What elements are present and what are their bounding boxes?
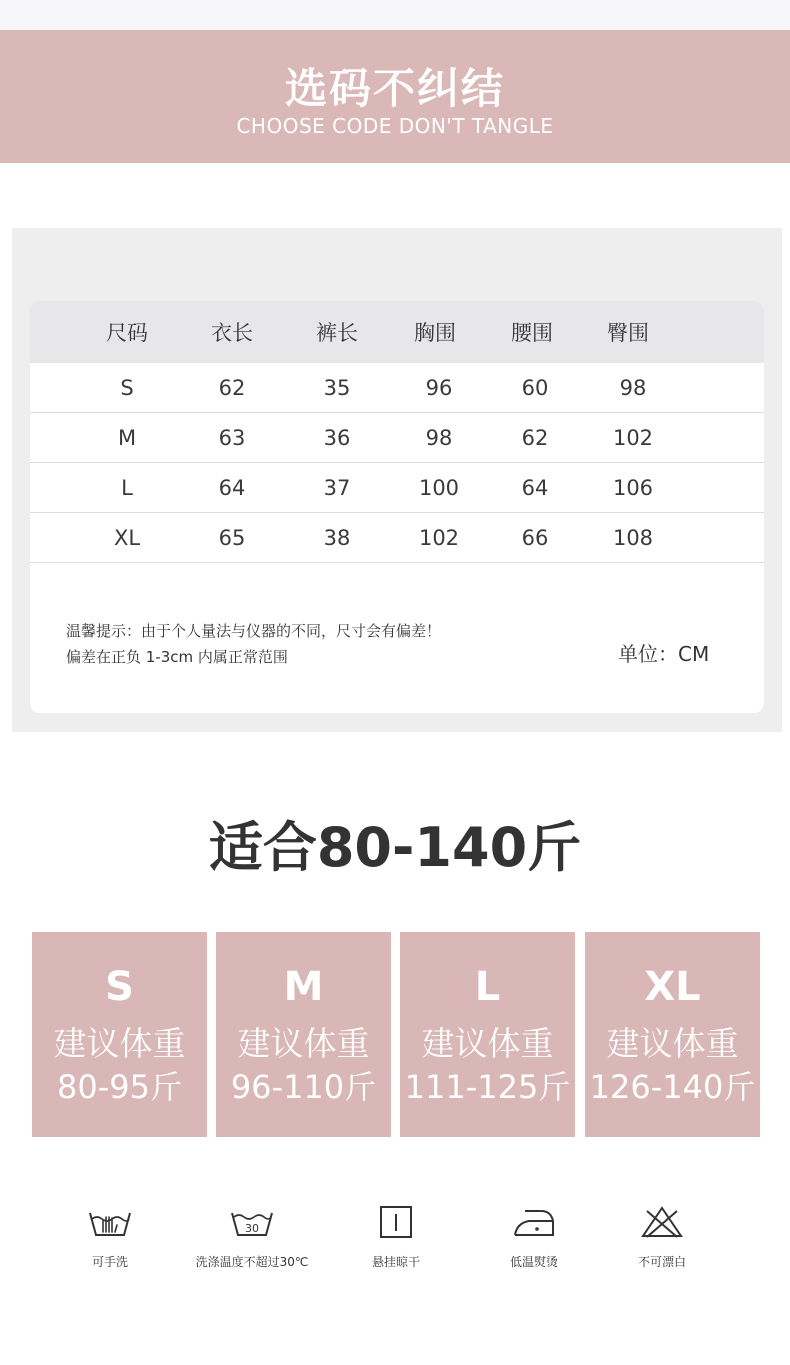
header-banner [0, 30, 790, 163]
cell-size: M [117, 425, 137, 450]
cell-pants-length: 36 [323, 425, 351, 450]
table-header-row [30, 301, 764, 363]
header-hip: 臀围 [607, 321, 649, 345]
measurement-note-line2: 偏差在正负 1-3cm 内属正常范围 [66, 648, 288, 666]
hand-wash-icon [87, 1205, 133, 1239]
cell-hip: 102 [612, 425, 654, 450]
low-iron-icon [511, 1205, 557, 1239]
care-label: 洗涤温度不超过30℃ [195, 1255, 309, 1269]
header-top-length: 衣长 [211, 321, 253, 345]
cell-top-length: 65 [218, 525, 246, 550]
table-row [30, 513, 764, 563]
cell-size: XL [113, 525, 141, 550]
size-card-size: S [105, 964, 134, 1010]
size-card-m [216, 932, 391, 1137]
cell-waist: 64 [521, 475, 549, 500]
no-bleach-icon [639, 1205, 685, 1239]
cell-chest: 100 [418, 475, 460, 500]
cell-waist: 62 [521, 425, 549, 450]
hang-dry-icon [373, 1205, 419, 1239]
fit-weight-title: 适合80-140斤 [208, 816, 582, 879]
care-low-iron [469, 1205, 599, 1270]
size-table [30, 301, 764, 713]
size-card-range: 111-125斤 [404, 1068, 571, 1106]
cell-chest: 98 [425, 425, 453, 450]
size-card-label: 建议体重 [53, 1024, 186, 1063]
unit-label: 单位：CM [618, 642, 710, 666]
banner-subtitle: CHOOSE CODE DON'T TANGLE [236, 114, 554, 138]
size-card-label: 建议体重 [421, 1024, 554, 1063]
size-card-label: 建议体重 [606, 1024, 739, 1063]
cell-pants-length: 38 [323, 525, 351, 550]
header-pants-length: 裤长 [316, 321, 358, 345]
banner-title: 选码不纠结 [284, 64, 505, 113]
cell-pants-length: 37 [323, 475, 351, 500]
cell-hip: 98 [619, 375, 647, 400]
header-waist: 腰围 [511, 321, 553, 345]
size-card-l [400, 932, 575, 1137]
cell-pants-length: 35 [323, 375, 351, 400]
cell-waist: 66 [521, 525, 549, 550]
header-size: 尺码 [106, 321, 148, 345]
wash-30-icon [229, 1205, 275, 1239]
table-row [30, 413, 764, 463]
care-label: 不可漂白 [637, 1255, 686, 1269]
cell-top-length: 63 [218, 425, 246, 450]
size-card-s [32, 932, 207, 1137]
size-card-range: 126-140斤 [589, 1068, 756, 1106]
header-chest: 胸围 [414, 321, 456, 345]
top-strip [0, 0, 790, 30]
cell-size: S [120, 375, 134, 400]
size-card-range: 80-95斤 [57, 1068, 182, 1106]
care-label: 悬挂晾干 [371, 1255, 420, 1269]
cell-hip: 108 [612, 525, 654, 550]
care-wash-30 [187, 1205, 317, 1270]
measurement-note-line1: 温馨提示：由于个人量法与仪器的不同，尺寸会有偏差！ [66, 622, 442, 640]
table-row [30, 463, 764, 513]
cell-chest: 102 [418, 525, 460, 550]
table-row [30, 363, 764, 413]
size-card-range: 96-110斤 [230, 1068, 377, 1106]
cell-top-length: 64 [218, 475, 246, 500]
wash-temp-text: 30 [245, 1222, 259, 1235]
size-card-label: 建议体重 [237, 1024, 370, 1063]
cell-top-length: 62 [218, 375, 246, 400]
size-table-panel [12, 228, 782, 732]
care-label: 低温熨烫 [509, 1255, 558, 1269]
care-no-bleach [597, 1205, 727, 1270]
care-label: 可手洗 [91, 1255, 128, 1269]
cell-size: L [121, 475, 133, 500]
cell-hip: 106 [612, 475, 654, 500]
size-card-size: M [283, 964, 324, 1010]
size-card-size: L [474, 964, 501, 1010]
cell-waist: 60 [521, 375, 549, 400]
care-hang-dry [331, 1205, 461, 1270]
cell-chest: 96 [425, 375, 453, 400]
size-card-size: XL [644, 964, 701, 1010]
care-hand-wash [45, 1205, 175, 1270]
size-card-xl [585, 932, 760, 1137]
